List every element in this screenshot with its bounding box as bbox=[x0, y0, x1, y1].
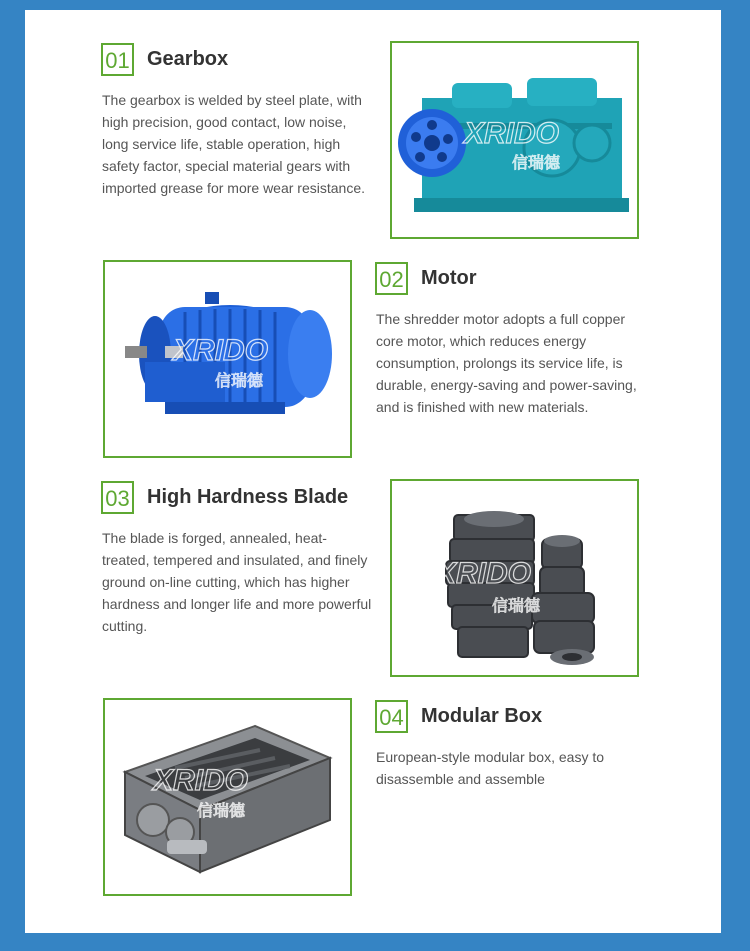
gearbox-photo-icon bbox=[392, 43, 637, 237]
section-number: 03 bbox=[101, 481, 134, 514]
motor-image bbox=[103, 260, 352, 458]
section-title: Motor bbox=[421, 267, 477, 289]
svg-text:信瑞德: 信瑞德 bbox=[512, 153, 561, 172]
modular-box-photo-icon bbox=[105, 700, 350, 894]
blade-photo-icon bbox=[392, 481, 637, 675]
section-heading-modular-box bbox=[375, 700, 542, 733]
modular-box-image bbox=[103, 698, 352, 896]
section-number: 04 bbox=[375, 700, 408, 733]
svg-text:XRIDO: XRIDO bbox=[173, 334, 269, 367]
gearbox-image bbox=[390, 41, 639, 239]
svg-text:XRIDO: XRIDO bbox=[464, 117, 560, 150]
section-number: 01 bbox=[101, 43, 134, 76]
section-title: Modular Box bbox=[421, 705, 543, 727]
section-description: The blade is forged, annealed, heat-treated, tempered and insulated, and finely ground on-line cutting, which has higher hardness and longer life and more powerful cutting. bbox=[102, 530, 372, 634]
section-title: High Hardness Blade bbox=[147, 486, 349, 508]
svg-text:信瑞德: 信瑞德 bbox=[492, 596, 541, 615]
section-number: 02 bbox=[375, 262, 408, 295]
section-title: Gearbox bbox=[147, 48, 229, 70]
section-description: The shredder motor adopts a full copper core motor, which reduces energy consumption, prolongs its service life, is durable, energy-saving and power-saving, and is finished with new materials. bbox=[376, 311, 637, 415]
motor-photo-icon bbox=[105, 262, 350, 456]
svg-text:XRIDO: XRIDO bbox=[153, 764, 249, 797]
svg-text:XRIDO: XRIDO bbox=[436, 557, 532, 590]
section-heading-blade bbox=[101, 481, 348, 514]
blade-image bbox=[390, 479, 639, 677]
svg-text:信瑞德: 信瑞德 bbox=[197, 801, 246, 820]
section-heading-motor bbox=[375, 262, 477, 295]
content-card bbox=[25, 10, 721, 933]
section-description: The gearbox is welded by steel plate, with high precision, good contact, low noise, long service life, stable operation, high safety factor, special material gears with imported grease for more wear resistance. bbox=[102, 92, 365, 196]
svg-text:信瑞德: 信瑞德 bbox=[215, 371, 264, 390]
section-description: European-style modular box, easy to disassemble and assemble bbox=[376, 749, 605, 787]
section-heading-gearbox bbox=[101, 43, 228, 76]
